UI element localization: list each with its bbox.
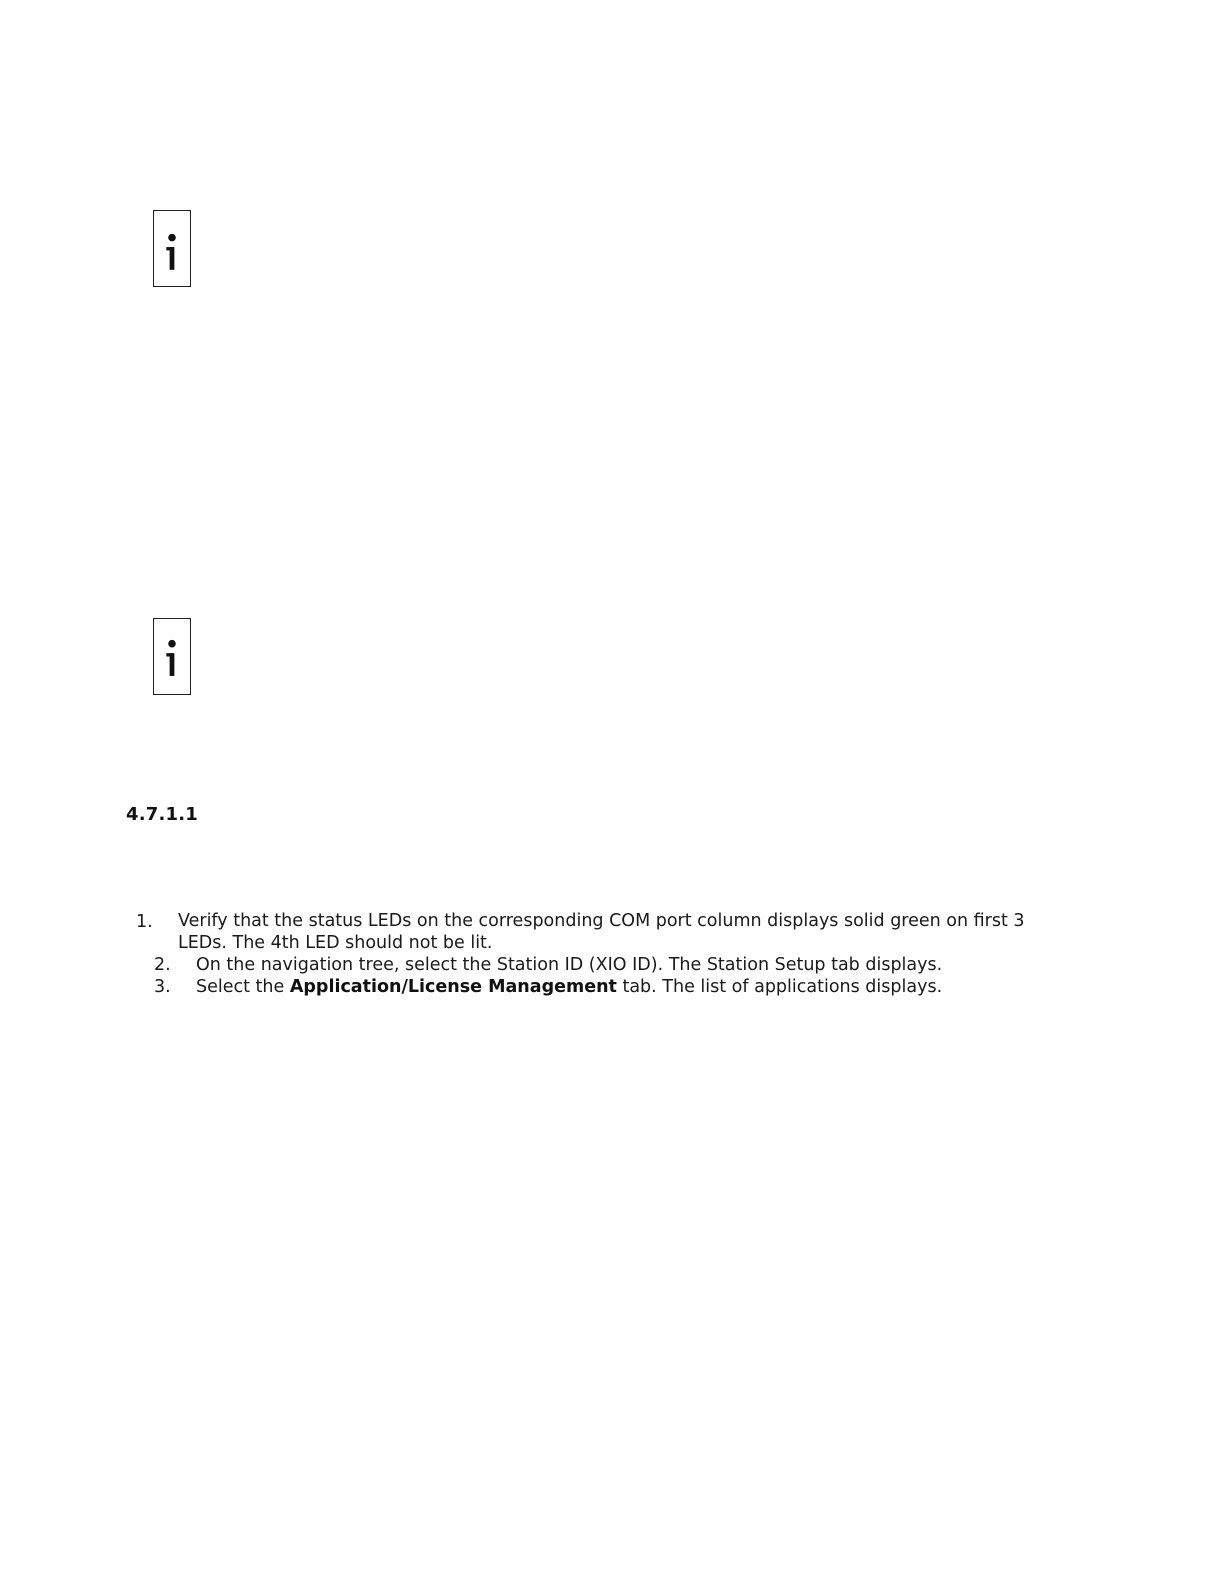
step-text: Verify that the status LEDs on the corresponding COM port column displays solid green on first 3 xyxy=(178,911,1025,931)
step-number: 3. xyxy=(154,977,171,997)
step-text: On the navigation tree, select the Station ID (XIO ID). The Station Setup tab displays. xyxy=(196,955,943,975)
step-text xyxy=(196,976,942,998)
info-icon-glyph xyxy=(154,211,190,286)
step-text: LEDs. The 4th LED should not be lit. xyxy=(178,933,493,953)
tab-name: Application/License Management xyxy=(289,977,617,997)
info-icon-glyph xyxy=(154,619,190,694)
step-number: 2. xyxy=(154,955,171,975)
step-text-prefix: Select the xyxy=(196,977,290,997)
step-number: 1. xyxy=(136,912,153,932)
info-icon xyxy=(153,618,191,695)
step-text-suffix: tab. The list of applications displays. xyxy=(616,977,943,997)
info-icon xyxy=(153,210,191,287)
section-number: 4.7.1.1 xyxy=(126,804,199,825)
